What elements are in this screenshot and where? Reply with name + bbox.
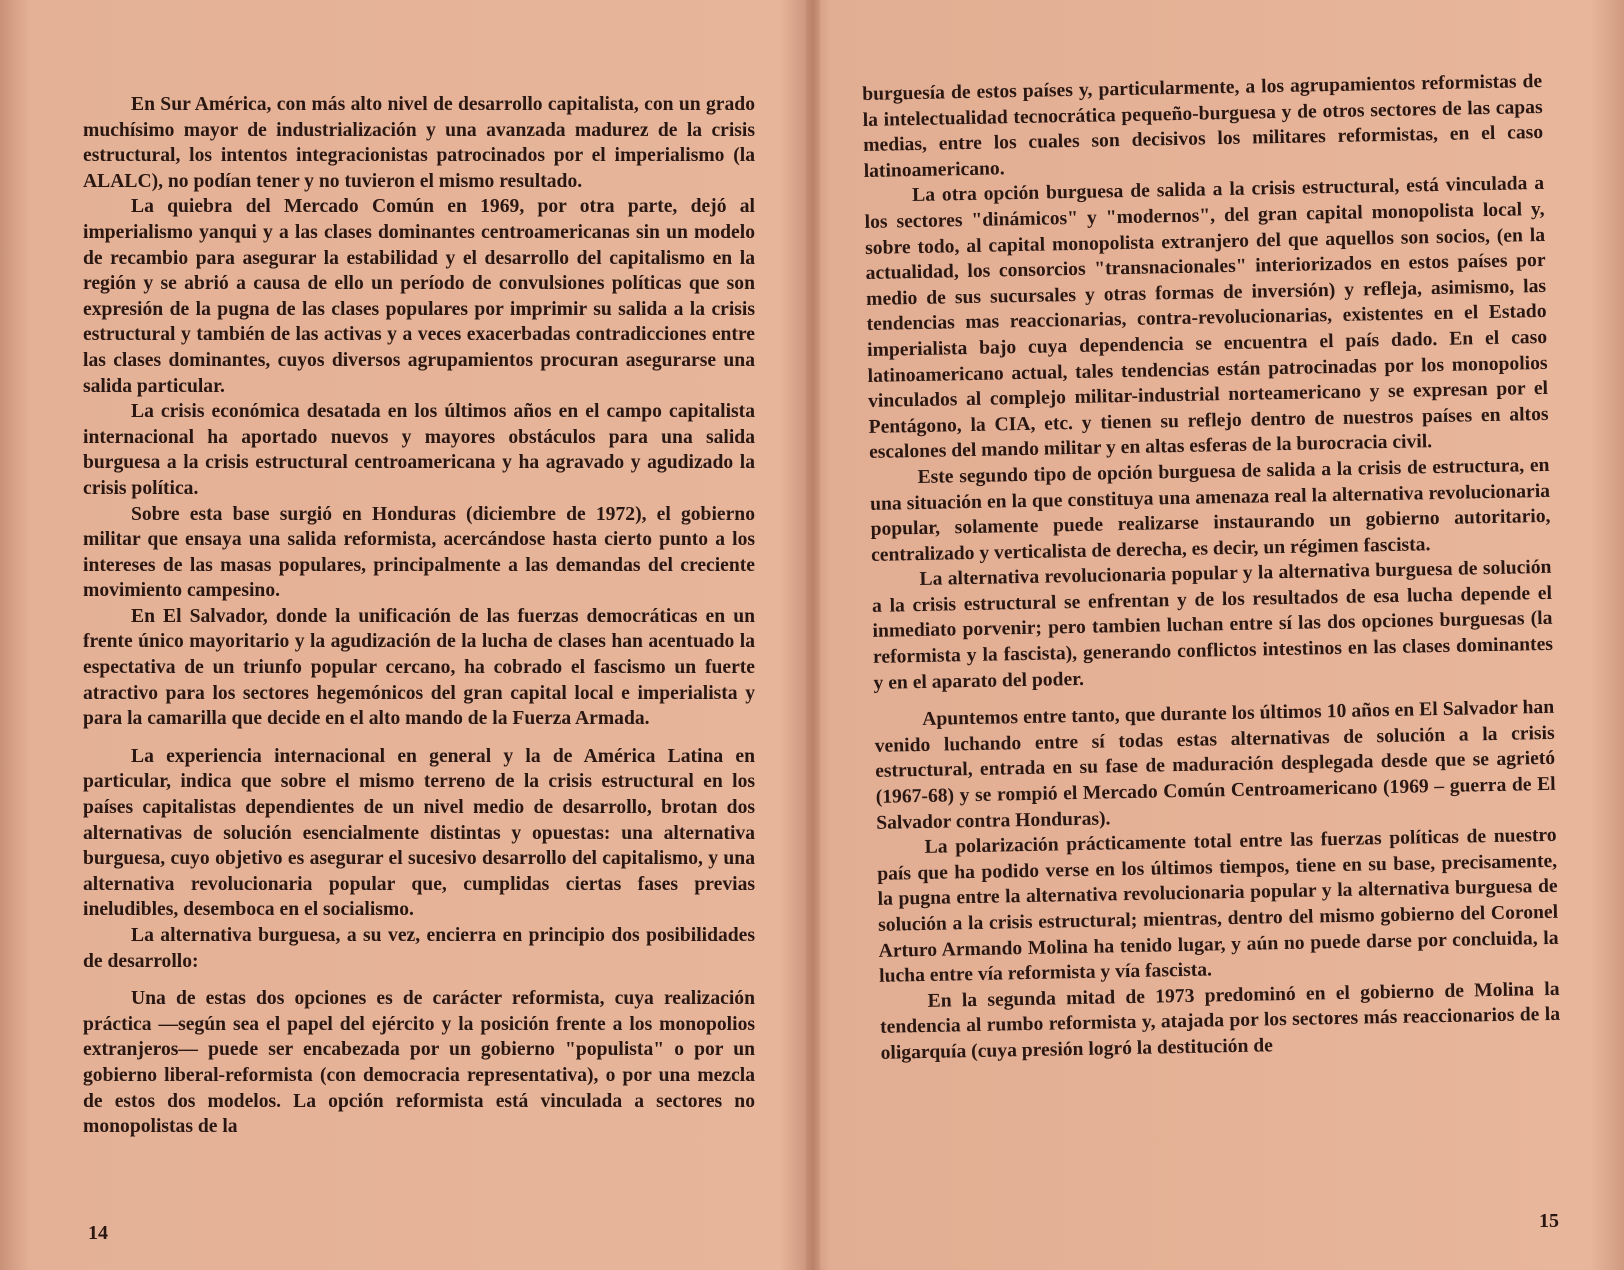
paragraph: Apuntemos entre tanto, que durante los últimos 10 años en El Salvador han venido luchando entre sí todas estas alternativas de solución a la crisis estructural, entrada en su fase de maduración desplegada desde que se agrietó (1967-68) y se rompió el Mercado Común Centroamericano (1969 – guerra de El Salvador contra Honduras). [874, 697, 1556, 834]
paragraph: En El Salvador, donde la unificación de las fuerzas democráticas en un frente único mayoritario y la agudización de la lucha de clases han acentuado la espectativa de un triunfo popular cercano, ha cobrado el fascismo un fuerte atractivo para los sectores hegemónicos del gran capital local e imperialista y para la camarilla que decide en el alto mando de la Fuerza Armada. [83, 605, 755, 730]
paragraph: La otra opción burguesa de salida a la crisis estructural, está vinculada a los sectores "dinámicos" y "modernos", del gran capital monopolista local y, sobre todo, al capital monopolista extranjero del que aquellos son socios, (en la actualidad, los consorcios "transnacionales" interiorizados en estos países por medio de sus sucursales y otras formas de inversión) y refleja, asimismo, las tendencias mas reaccionarias, contra-revolucionarias, existentes en el Estado imperialista bajo cuya dependencia se encuentra el país dado. En el caso latinoamericano actual, tales tendencias están patrocinadas por los monopolios vinculados al complejo militar-industrial norteamericano y se expresan por el Pentágono, la CIA, etc. y tienen su reflejo dentro de nuestros países en altos escalones del mando militar y en altas esferas de la burocracia civil. [864, 173, 1549, 464]
paragraph: La crisis económica desatada en los últimos años en el campo capitalista internacional ha aportado nuevos y mayores obstáculos para una salida burguesa a la crisis estructural centroamericana y ha agravado y agudizado la crisis política. [83, 401, 755, 499]
paragraph: La alternativa burguesa, a su vez, encierra en principio dos posibilidades de desarrollo: [83, 925, 755, 972]
paragraph: La quiebra del Mercado Común en 1969, por otra parte, dejó al imperialismo yanqui y a las clases dominantes centroamericanas sin un modelo de recambio para asegurar la estabilidad y el desarrollo del capitalismo en la región y se abrió a causa de ello un período de convulsiones políticas que son expresión de la pugna de las clases populares por imprimir su salida a la crisis estructural y también de las activas y a veces exacerbadas contradicciones entre las clases dominantes, cuyos diversos agrupamientos procuran asegurarse una salida particular. [83, 196, 755, 397]
paragraph: burguesía de estos países y, particularmente, a los agrupamientos reformistas de la intelectualidad tecnocrática pequeño-burguesa y de otros sectores de las capas medias, entre los cuales son decisivos los militares reformistas, en el caso latinoamericano. [862, 70, 1544, 182]
left-page-text [83, 92, 755, 1140]
paragraph: En la segunda mitad de 1973 predominó en el gobierno de Molina la tendencia al rumbo reformista y, atajada por los sectores más reaccionarios de la oligarquía (cuya presión logró la destitución de [879, 978, 1561, 1064]
page-number-left: 14 [88, 1222, 108, 1244]
paragraph: Una de estas dos opciones es de carácter reformista, cuya realización práctica —según sea el papel del ejército y la posición frente a los monopolios extranjeros— puede ser encabezada por un gobierno "populista" o por un gobierno liberal-reformista (con democracia representativa), o por una mezcla de estos dos modelos. La opción reformista está vinculada a sectores no monopolistas de la [83, 988, 755, 1138]
left-page [0, 0, 808, 1270]
paragraph: La alternativa revolucionaria popular y la alternativa burguesa de solución a la crisis estructural se enfrentan y de los resultados de esa lucha depende el inmediato porvenir; pero tambien luchan entre sí las dos opciones burguesas (la reformista y la fascista), generando conflictos intestinos en las clases dominantes y en el aparato del poder. [871, 557, 1554, 694]
paragraph: Este segundo tipo de opción burguesa de salida a la crisis de estructura, en una situación en la que constituya una amenaza real la alternativa revolucionaria popular, solamente puede realizarse instaurando un gobierno autoritario, centralizado y verticalista de derecha, es decir, un régimen fascista. [869, 454, 1551, 566]
paragraph: En Sur América, con más alto nivel de desarrollo capitalista, con un grado muchísimo mayor de industrialización y una avanzada madurez de la crisis estructural, los intentos integracionistas patrocinados por el imperialismo (la ALALC), no podían tener y no tuvieron el mismo resultado. [83, 94, 755, 192]
right-page [816, 0, 1624, 1270]
paragraph: La experiencia internacional en general y la de América Latina en particular, indica que sobre el mismo terreno de la crisis estructural en los países capitalistas dependientes de un nivel medio de desarrollo, brotan dos alternativas de solución esencialmente distintas y opuestas: una alternativa burguesa, cuyo objetivo es asegurar el sucesivo desarrollo del capitalismo, y una alternativa revolucionaria popular que, cumplidas ciertas fases previas ineludibles, desemboca en el socialismo. [83, 745, 755, 921]
right-page-text [862, 69, 1561, 1066]
page-number-right: 15 [1539, 1210, 1559, 1232]
paragraph: Sobre esta base surgió en Honduras (diciembre de 1972), el gobierno militar que ensaya una salida reformista, acercándose hasta cierto punto a los intereses de las masas populares, principalmente a las demandas del creciente movimiento campesino. [83, 503, 755, 602]
paragraph: La polarización prácticamente total entre las fuerzas políticas de nuestro país que ha podido verse en los últimos tiempos, tiene en su base, precisamente, la pugna entre la alternativa revolucionaria popular y la alternativa burguesa de solución a la crisis estructural; mientras, dentro del mismo gobierno del Coronel Arturo Armando Molina ha tenido lugar, y aún no puede darse por concluida, la lucha entre vía reformista y vía fascista. [877, 825, 1559, 988]
